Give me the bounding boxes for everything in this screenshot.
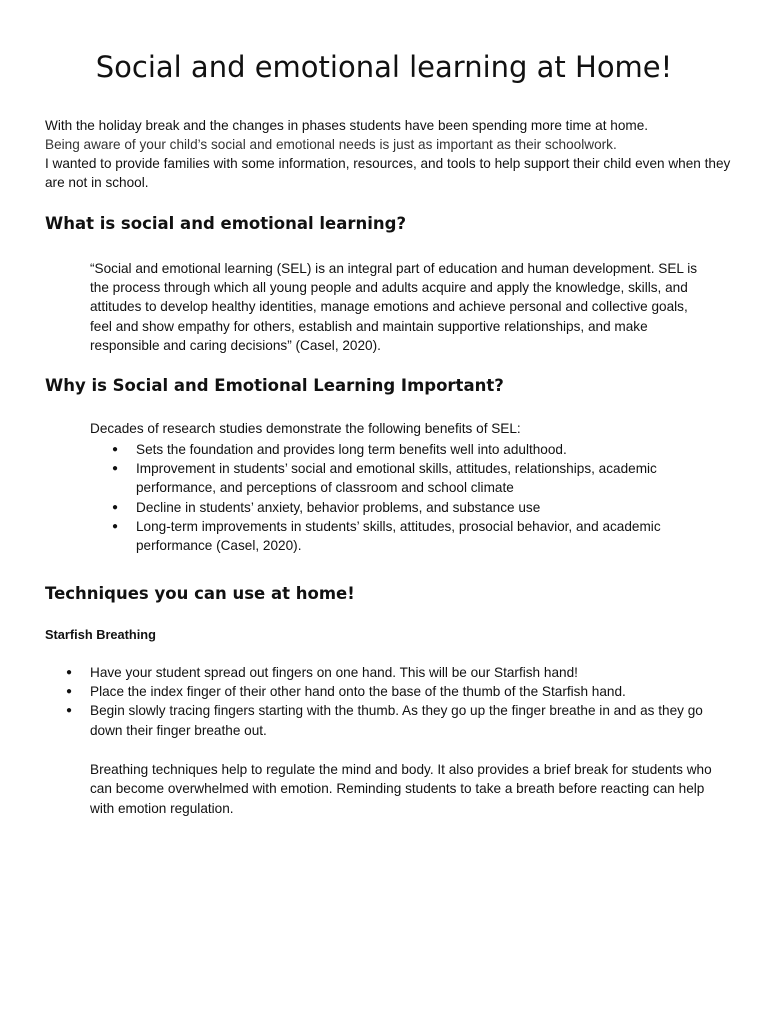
section-heading-what: What is social and emotional learning? bbox=[45, 214, 407, 233]
bullet-icon: ● bbox=[112, 520, 119, 532]
technique-steps-list bbox=[66, 663, 726, 740]
list-item-text: Improvement in students’ social and emotional skills, attitudes, relationships, academic performance, and perceptions of classroom and school climate bbox=[136, 461, 657, 496]
list-item-text: Sets the foundation and provides long term benefits well into adulthood. bbox=[136, 442, 567, 457]
list-item-text: Have your student spread out fingers on one hand. This will be our Starfish hand! bbox=[90, 665, 578, 680]
bullet-icon: ● bbox=[112, 444, 119, 455]
intro-line: I wanted to provide families with some information, resources, and tools to help support their child even when they are not in school. bbox=[45, 156, 731, 190]
list-item-text: Place the index finger of their other hand onto the base of the thumb of the Starfish hand. bbox=[90, 684, 626, 700]
benefits-list bbox=[112, 440, 682, 555]
list-item bbox=[66, 701, 726, 739]
list-item bbox=[112, 498, 682, 517]
list-item-text: Begin slowly tracing fingers starting with the thumb. As they go up the finger breathe in and as they go down their finger breathe out. bbox=[90, 703, 703, 738]
page-title: Social and emotional learning at Home! bbox=[95, 50, 673, 84]
section-heading-why: Why is Social and Emotional Learning Important? bbox=[45, 376, 504, 395]
section-heading-techniques: Techniques you can use at home! bbox=[45, 584, 355, 603]
bullet-icon: ● bbox=[66, 705, 73, 717]
closing-paragraph: Breathing techniques help to regulate the mind and body. It also provides a brief break for students who can become overwhelmed with emotion. Reminding students to take a breath before reacting can help with emotion regulation. bbox=[90, 762, 712, 816]
list-item bbox=[66, 682, 726, 701]
bullet-icon: ● bbox=[112, 501, 119, 513]
sel-definition-quote: “Social and emotional learning (SEL) is an integral part of education and human development. SEL is the process through which all young people and adults acquire and apply the knowledge, skills, and attitudes to develop healthy identities, manage emotions and achieve personal and collective goals, feel and show empathy for others, establish and maintain supportive relationships, and make responsible and caring decisions” (Casel, 2020). bbox=[90, 261, 698, 353]
bullet-icon: ● bbox=[112, 463, 119, 475]
list-item bbox=[112, 517, 682, 555]
bullet-icon: ● bbox=[66, 667, 73, 678]
technique-title: Starfish Breathing bbox=[45, 627, 156, 642]
list-item-text: Decline in students’ anxiety, behavior problems, and substance use bbox=[136, 499, 541, 515]
intro-paragraph bbox=[45, 116, 735, 192]
list-item bbox=[112, 459, 682, 497]
intro-line: Being aware of your child’s social and emotional needs is just as important as their schoolwork. bbox=[45, 137, 617, 152]
list-item-text: Long-term improvements in students’ skills, attitudes, prosocial behavior, and academic performance (Casel, 2020). bbox=[136, 518, 661, 554]
intro-line: With the holiday break and the changes in phases students have been spending more time at home. bbox=[45, 118, 649, 133]
benefits-intro: Decades of research studies demonstrate the following benefits of SEL: bbox=[90, 421, 521, 436]
list-item bbox=[66, 663, 726, 682]
list-item bbox=[112, 440, 682, 459]
bullet-icon: ● bbox=[66, 686, 73, 698]
